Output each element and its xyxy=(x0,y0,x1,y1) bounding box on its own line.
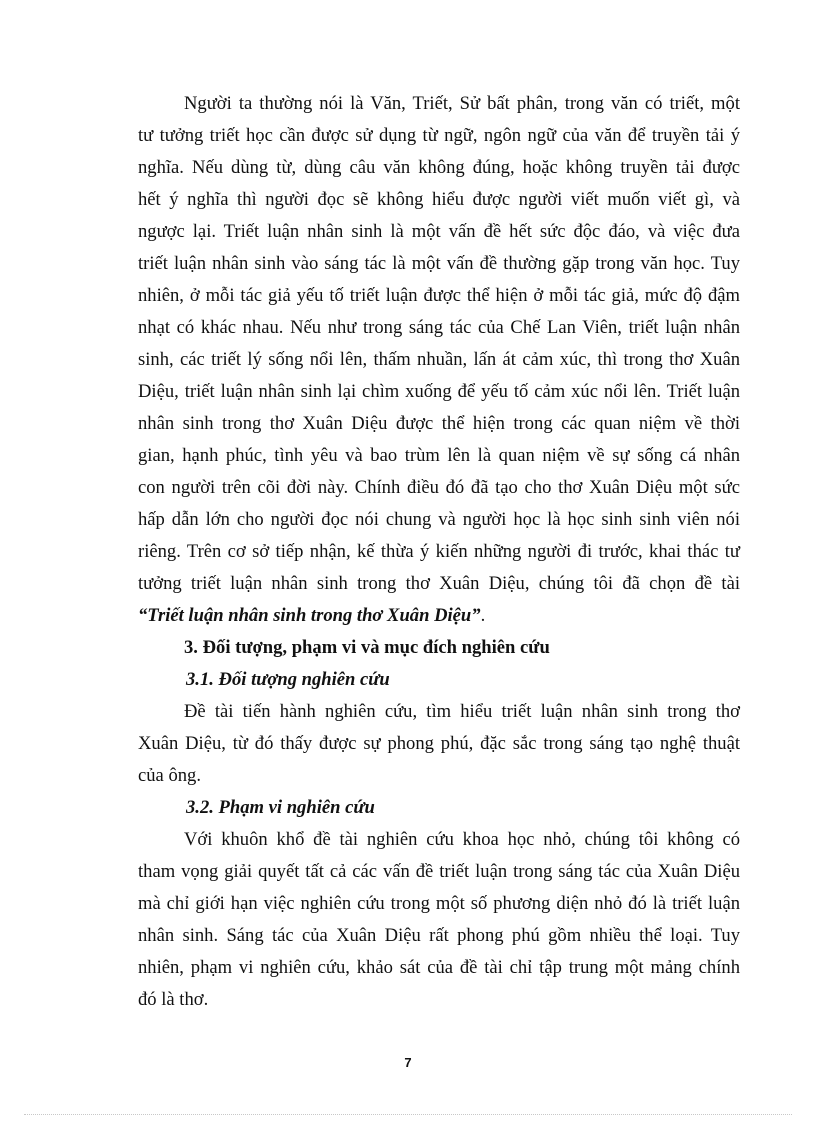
paragraph-line: Đề tài tiến hành nghiên cứu, tìm hiểu triết luận nhân sinh trong thơ xyxy=(184,701,740,722)
paragraph-line: sinh, các triết lý sống nổi lên, thấm nhuần, lấn át cảm xúc, thì trong thơ Xuân xyxy=(138,349,740,370)
paragraph-line: nhạt có khác nhau. Nếu như trong sáng tác của Chế Lan Viên, triết luận nhân xyxy=(138,317,740,338)
subsection-heading: 3.2. Phạm vi nghiên cứu xyxy=(186,797,375,818)
paragraph-line: của ông. xyxy=(138,765,201,786)
paragraph-line: Với khuôn khổ đề tài nghiên cứu khoa học nhỏ, chúng tôi không có xyxy=(184,829,740,850)
page-body xyxy=(138,88,740,1016)
paragraph-line: tham vọng giải quyết tất cả các vấn đề triết luận trong sáng tác của Xuân Diệu xyxy=(138,861,740,882)
paragraph-line: nhiên, ở mỗi tác giả yếu tố triết luận được thể hiện ở mỗi tác giả, mức độ đậm xyxy=(138,285,740,306)
paragraph-line: hết ý nghĩa thì người đọc sẽ không hiểu được người viết muốn viết gì, và xyxy=(138,189,740,210)
paragraph-line: nghĩa. Nếu dùng từ, dùng câu văn không đúng, hoặc không truyền tải được xyxy=(138,157,740,178)
page-bottom-border xyxy=(24,1114,792,1115)
sentence-end: . xyxy=(480,605,486,626)
paragraph-line: nhân sinh trong thơ Xuân Diệu được thể hiện trong các quan niệm về thời xyxy=(138,413,740,434)
paragraph-line: tư tưởng triết học cần được sử dụng từ ngữ, ngôn ngữ của văn để truyền tải ý xyxy=(138,125,740,146)
paragraph-line: ngược lại. Triết luận nhân sinh là một vấn đề hết sức độc đáo, và việc đưa xyxy=(138,221,740,242)
paragraph-line: Xuân Diệu, từ đó thấy được sự phong phú, đặc sắc trong sáng tạo nghệ thuật xyxy=(138,733,740,754)
paragraph-line: đó là thơ. xyxy=(138,989,209,1010)
paragraph-line: Người ta thường nói là Văn, Triết, Sử bất phân, trong văn có triết, một xyxy=(184,93,740,114)
paragraph-line: tưởng triết luận nhân sinh trong thơ Xuân Diệu, chúng tôi đã chọn đề tài xyxy=(138,573,740,594)
section-heading: 3. Đối tượng, phạm vi và mục đích nghiên cứu xyxy=(184,637,550,658)
paragraph-line: riêng. Trên cơ sở tiếp nhận, kế thừa ý kiến những người đi trước, khai thác tư xyxy=(138,541,740,562)
thesis-title: “Triết luận nhân sinh trong thơ Xuân Diệu” xyxy=(138,605,481,626)
paragraph-line: mà chỉ giới hạn việc nghiên cứu trong một số phương diện nhỏ đó là triết luận xyxy=(138,893,740,914)
paragraph-line: Diệu, triết luận nhân sinh lại chìm xuống để yếu tố cảm xúc nổi lên. Triết luận xyxy=(138,381,740,402)
paragraph-line: nhiên, phạm vi nghiên cứu, khảo sát của đề tài chỉ tập trung một mảng chính xyxy=(138,957,740,978)
paragraph-line: nhân sinh. Sáng tác của Xuân Diệu rất phong phú gồm nhiều thể loại. Tuy xyxy=(138,925,740,946)
subsection-heading: 3.1. Đối tượng nghiên cứu xyxy=(186,669,390,690)
paragraph-line: triết luận nhân sinh vào sáng tác là một vấn đề thường gặp trong văn học. Tuy xyxy=(138,253,740,274)
paragraph-last-line xyxy=(138,600,740,632)
paragraph-line: hấp dẫn lớn cho người đọc nói chung và người học là học sinh sinh viên nói xyxy=(138,509,740,530)
paragraph-line: gian, hạnh phúc, tình yêu và bao trùm lên là quan niệm về sự sống cá nhân xyxy=(138,445,740,466)
page-number: 7 xyxy=(404,1055,412,1070)
paragraph-line: con người trên cõi đời này. Chính điều đó đã tạo cho thơ Xuân Diệu một sức xyxy=(138,477,740,498)
